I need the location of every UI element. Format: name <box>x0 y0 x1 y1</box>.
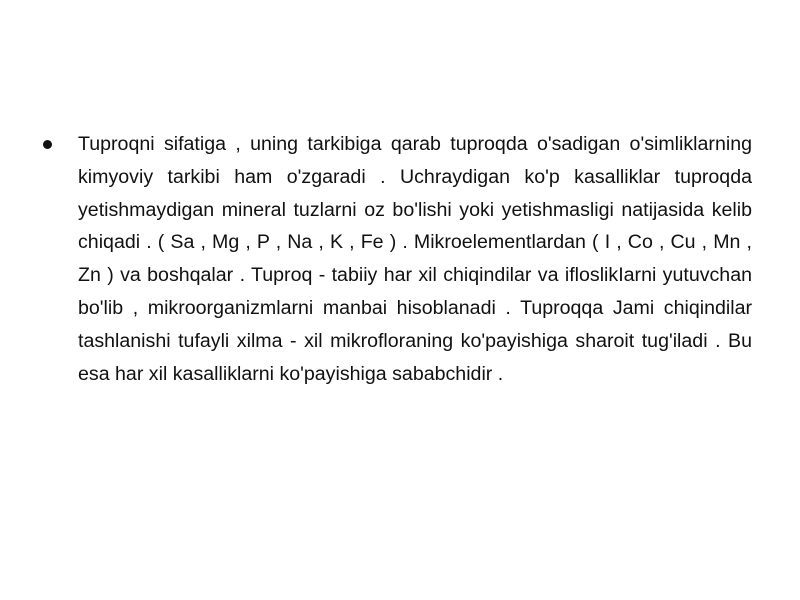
bullet-list <box>40 128 752 390</box>
bullet-text: Tuproqni sifatiga , uning tarkibiga qarab tuproqda o'sadigan o'simliklarning kimyoviy tarkibi ham o'zgaradi . Uchraydigan ko'p kasalliklar tuproqda yetishmaydigan mineral tuzlarni oz bo'lishi yoki yetishmasligi natijasida kelib chiqadi . ( Sa , Mg , P , Na , K , Fe ) . Mikroelementlardan ( I , Co , Cu , Mn , Zn ) va boshqalar . Tuproq - tabiiy har xil chiqindilar va ifloslikIarni yutuvchan bo'lib , mikroorganizmlarni manbai hisoblanadi . Tuproqqa Jami chiqindilar tashlanishi tufayli xilma - xil mikrofloraning ko'payishiga sharoit tug'iladi . Bu esa har xil kasalliklarni ko'payishiga sababchidir . <box>78 133 752 385</box>
bullet-item <box>40 128 752 390</box>
bullet-dot-icon <box>43 140 52 149</box>
